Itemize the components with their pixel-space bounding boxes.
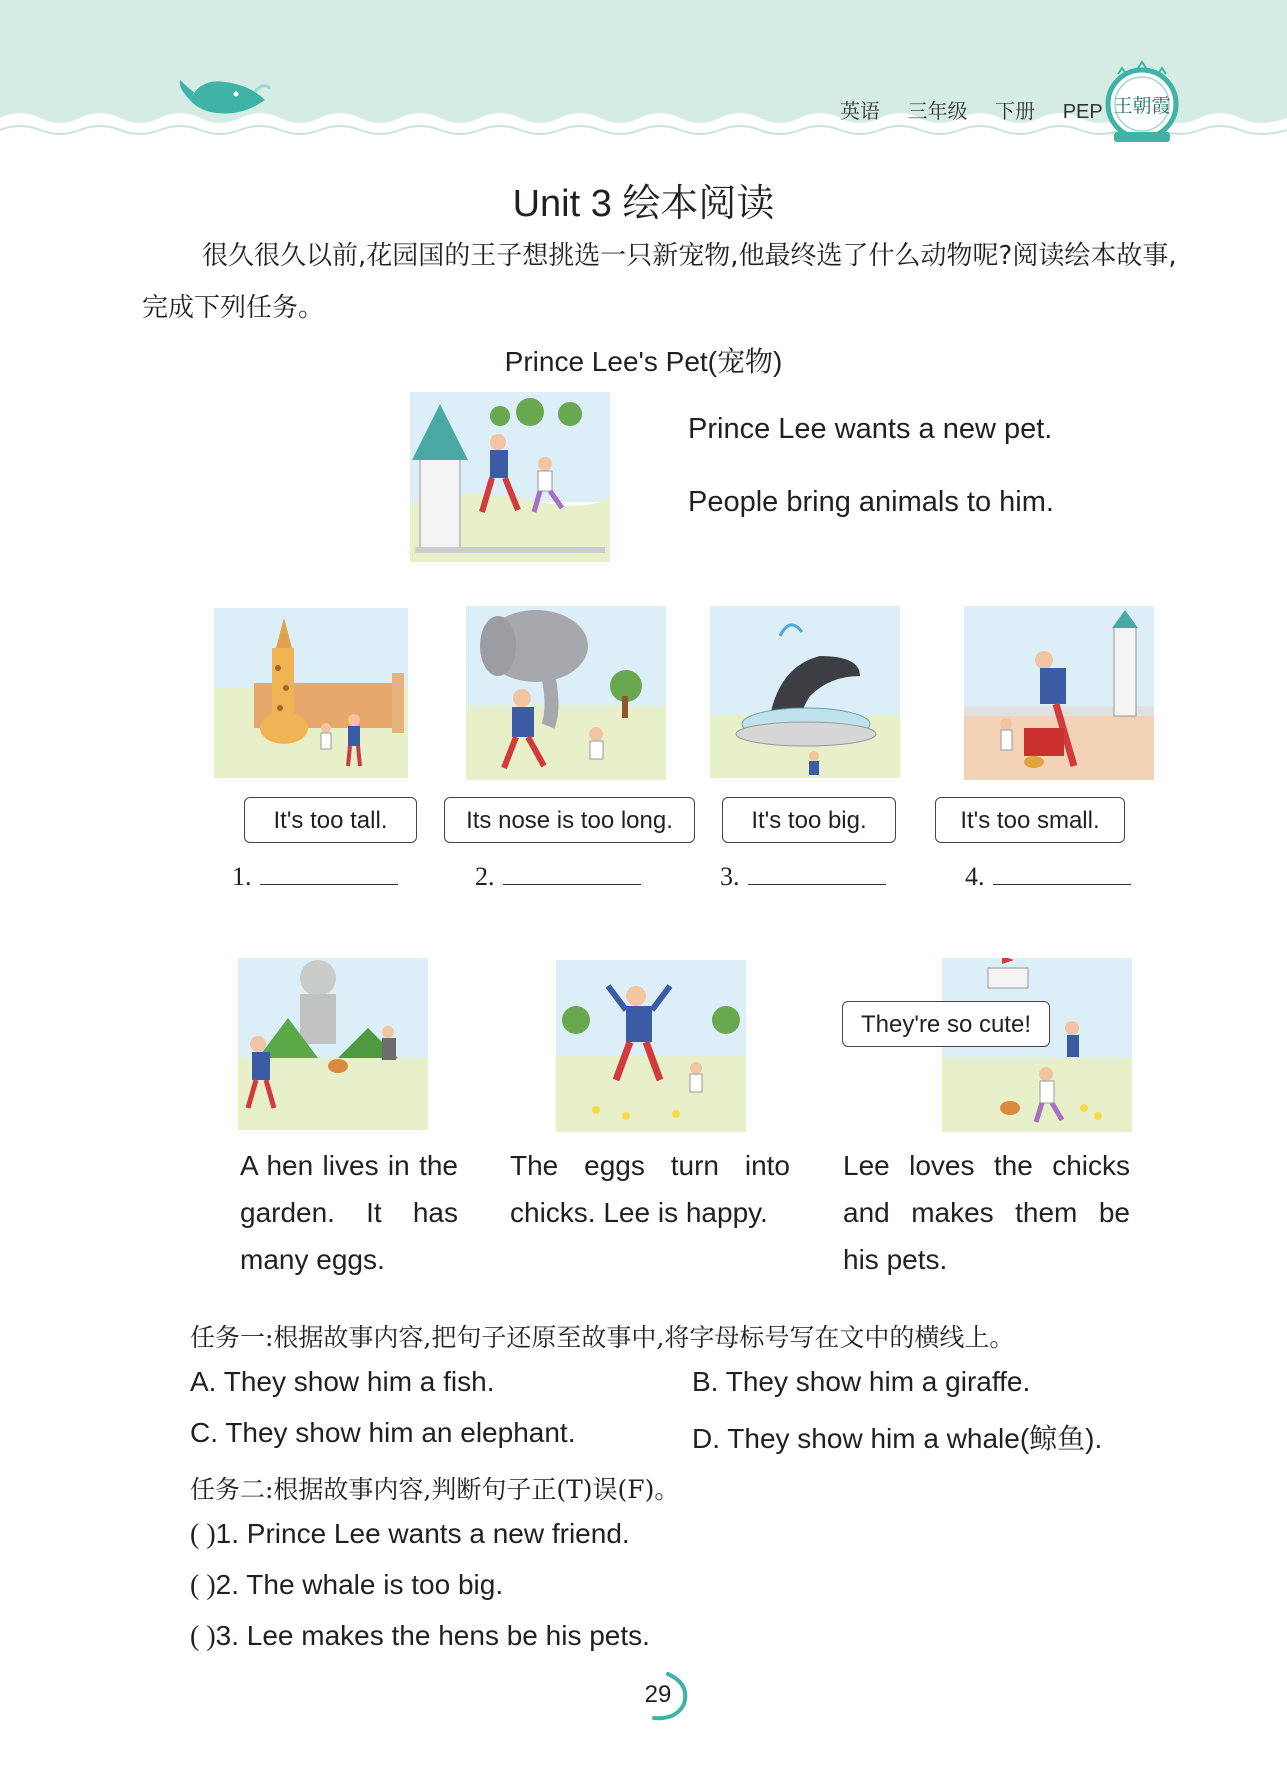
- header-meta: [840, 95, 1125, 124]
- speech-bubble-cute: They're so cute!: [842, 1001, 1050, 1047]
- page-number-badge: [628, 1668, 690, 1722]
- tf-item-2: [190, 1569, 503, 1602]
- wave-decoration: [0, 0, 1287, 150]
- answer-blank-3[interactable]: [720, 858, 886, 892]
- tf-text: 3. Lee makes the hens be his pets.: [215, 1620, 650, 1651]
- answer-blank-1[interactable]: [232, 858, 398, 892]
- answer-blank-2[interactable]: [475, 858, 641, 892]
- whale-fountain-illustration: [710, 606, 900, 778]
- subject-label: 英语: [840, 101, 880, 123]
- tf-text: 1. Prince Lee wants a new friend.: [215, 1518, 630, 1549]
- giraffe-illustration: [214, 608, 408, 778]
- tf-item-3: [190, 1620, 650, 1653]
- brand-logo-badge: [1104, 60, 1180, 146]
- edition-label: PEP: [1062, 101, 1103, 123]
- task1-instruction: 任务一:根据故事内容,把句子还原至故事中,将字母标号写在文中的横线上。: [190, 1323, 1015, 1352]
- option-d: D. They show him a whale(鲸鱼).: [692, 1423, 1103, 1454]
- option-b: B. They show him a giraffe.: [692, 1366, 1031, 1397]
- story-paragraph-1: A hen lives in the garden. It has many eggs.: [240, 1150, 458, 1275]
- answer-blank-4[interactable]: [965, 858, 1131, 892]
- grade-label: 三年级: [907, 101, 968, 123]
- prince-walking-illustration: [410, 392, 610, 562]
- speech-bubble-4: It's too small.: [935, 797, 1125, 843]
- elephant-illustration: [466, 606, 666, 780]
- story-line-1: Prince Lee wants a new pet.: [688, 413, 1053, 445]
- story-paragraph-3: Lee loves the chicks and makes them be his pets.: [843, 1150, 1130, 1275]
- blank-line[interactable]: [993, 858, 1131, 885]
- speech-bubble-1: It's too tall.: [244, 797, 417, 843]
- blank-number: 2.: [475, 862, 495, 891]
- volume-label: 下册: [995, 101, 1036, 123]
- blank-line[interactable]: [748, 858, 886, 885]
- garden-hen-illustration: [238, 958, 428, 1130]
- story-line-2: People bring animals to him.: [688, 486, 1054, 518]
- answer-paren[interactable]: ( ): [190, 1519, 216, 1550]
- story-title: Prince Lee's Pet(宠物): [504, 346, 783, 377]
- blank-number: 4.: [965, 862, 985, 891]
- header-band: [0, 0, 1287, 150]
- tf-item-1: [190, 1518, 630, 1551]
- hen-illustration: [964, 606, 1154, 780]
- blank-line[interactable]: [503, 858, 641, 885]
- blank-line[interactable]: [260, 858, 398, 885]
- intro-text: 很久很久以前,花园国的王子想挑选一只新宠物,他最终选了什么动物呢?阅读绘本故事,完成下列任务。: [142, 241, 1177, 323]
- speech-bubble-2: Its nose is too long.: [444, 797, 695, 843]
- page-number: 29: [644, 1681, 672, 1708]
- brand-logo-text: 王朝霞: [1113, 95, 1171, 117]
- page-title: Unit 3 绘本阅读: [512, 183, 775, 225]
- answer-paren[interactable]: ( ): [190, 1570, 216, 1601]
- option-c: C. They show him an elephant.: [190, 1417, 576, 1448]
- blank-number: 1.: [232, 862, 252, 891]
- blank-number: 3.: [720, 862, 740, 891]
- option-a: A. They show him a fish.: [190, 1366, 495, 1397]
- whale-icon: [180, 80, 270, 114]
- task2-instruction: 任务二:根据故事内容,判断句子正(T)误(F)。: [190, 1475, 680, 1504]
- speech-bubble-3: It's too big.: [722, 797, 896, 843]
- tf-text: 2. The whale is too big.: [215, 1569, 504, 1600]
- story-paragraph-2: The eggs turn into chicks. Lee is happy.: [510, 1150, 790, 1228]
- happy-prince-chicks-illustration: [556, 960, 746, 1132]
- answer-paren[interactable]: ( ): [190, 1621, 216, 1652]
